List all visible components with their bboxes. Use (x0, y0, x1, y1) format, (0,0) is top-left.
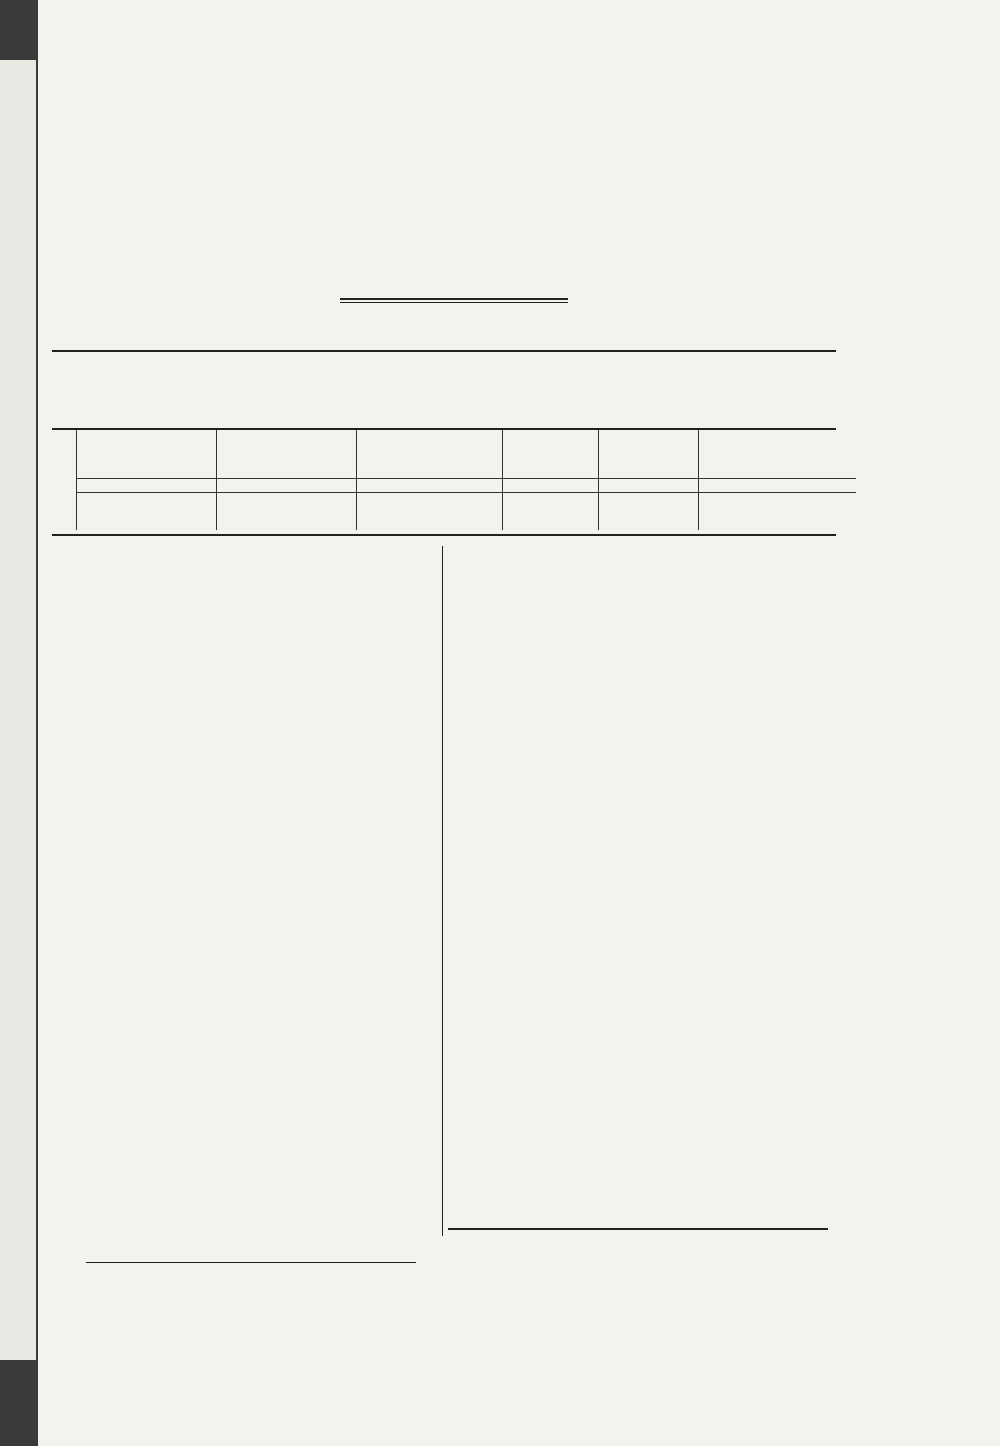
masthead-rule-2 (340, 302, 568, 303)
right-rule (448, 1228, 828, 1230)
newspaper-page (38, 0, 1000, 1446)
wein-rule (86, 1262, 416, 1263)
top-rule (52, 350, 836, 352)
weather-bottom-rule (52, 534, 836, 536)
previous-page-edge (0, 60, 36, 1360)
masthead-rule (340, 298, 568, 300)
column-divider (442, 546, 443, 1236)
weather-table (56, 430, 856, 534)
